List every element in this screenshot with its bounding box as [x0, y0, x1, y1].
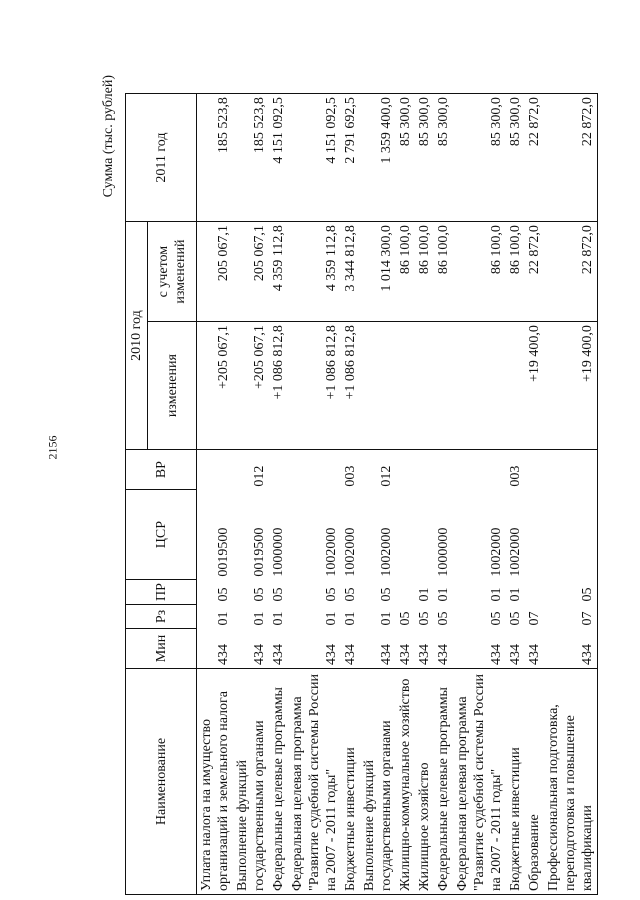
row-rz: 01 — [252, 611, 267, 626]
table-row — [269, 94, 288, 895]
row-vr — [415, 450, 434, 490]
row-pr: 05 — [379, 587, 394, 602]
row-rz: 05 — [398, 611, 413, 626]
row-changes: +1 086 812,8 — [288, 322, 341, 450]
page-number: 2156 — [45, 435, 60, 460]
row-min: 434 — [544, 629, 598, 669]
row-with-changes: 205 067,1 — [197, 222, 234, 322]
row-pr — [396, 580, 415, 605]
row-2011: 185 523,8 — [233, 94, 269, 222]
header-year-2010: 2010 год — [126, 222, 148, 450]
row-csr: 1002000 — [379, 527, 394, 577]
header-csr: ЦСР — [126, 490, 197, 580]
row-csr: 1000000 — [436, 527, 451, 577]
header-with-changes: с учетом изменений — [148, 222, 197, 322]
row-min: 434 — [379, 644, 394, 665]
rotated-table-page — [77, 75, 597, 895]
row-name: Федеральные целевые программы — [434, 669, 453, 895]
row-2011: 4 151 092,5 — [288, 94, 341, 222]
row-pr: 05 — [324, 587, 339, 602]
row-vr: 012 — [252, 465, 267, 487]
row-csr: 0019500 — [252, 527, 267, 577]
row-changes: +205 067,1 — [233, 322, 269, 450]
row-name: Федеральные целевые программы — [269, 669, 288, 895]
row-min: 434 — [252, 644, 267, 665]
row-name: Выполнение функций государственными органами — [360, 669, 396, 895]
row-csr: 0019500 — [216, 527, 231, 577]
row-min: 434 — [271, 644, 286, 665]
row-min: 434 — [216, 644, 231, 665]
row-min: 434 — [527, 644, 542, 665]
row-2011: 185 523,8 — [197, 94, 234, 222]
row-pr: 01 — [417, 587, 432, 602]
row-csr — [544, 490, 598, 580]
row-pr: 05 — [544, 580, 598, 605]
row-with-changes: 205 067,1 — [233, 222, 269, 322]
row-2011: 85 300,0 — [506, 94, 525, 222]
table-body — [197, 94, 598, 895]
row-changes: +19 400,0 — [544, 322, 598, 450]
row-with-changes: 4 359 112,8 — [288, 222, 341, 322]
table-row — [525, 94, 544, 895]
row-csr — [396, 490, 415, 580]
row-2011: 22 872,0 — [525, 94, 544, 222]
row-min: 434 — [489, 644, 504, 665]
row-pr: 05 — [271, 587, 286, 602]
table-row — [415, 94, 434, 895]
header-rz: Рз — [126, 605, 197, 629]
row-pr: 01 — [508, 587, 523, 602]
row-name: Бюджетные инвестиции — [506, 669, 525, 895]
row-rz: 01 — [324, 611, 339, 626]
row-2011: 2 791 692,5 — [341, 94, 360, 222]
row-csr: 1002000 — [324, 527, 339, 577]
row-pr: 05 — [343, 587, 358, 602]
row-name: Бюджетные инвестиции — [341, 669, 360, 895]
row-vr — [434, 450, 453, 490]
row-2011: 22 872,0 — [544, 94, 598, 222]
row-changes: +19 400,0 — [525, 322, 544, 450]
row-min: 434 — [508, 644, 523, 665]
table-row — [341, 94, 360, 895]
row-with-changes: 22 872,0 — [544, 222, 598, 322]
row-vr — [544, 450, 598, 490]
row-changes — [415, 322, 434, 450]
header-vr: ВР — [126, 450, 197, 490]
table-row — [360, 94, 396, 895]
row-rz: 05 — [489, 611, 504, 626]
table-row — [506, 94, 525, 895]
row-2011: 4 151 092,5 — [269, 94, 288, 222]
row-min: 434 — [417, 644, 432, 665]
header-min: Мин — [126, 629, 197, 669]
table-row — [197, 94, 234, 895]
row-with-changes: 4 359 112,8 — [269, 222, 288, 322]
row-rz: 05 — [508, 611, 523, 626]
row-vr — [396, 450, 415, 490]
row-changes: +1 086 812,8 — [269, 322, 288, 450]
row-name: Образование — [525, 669, 544, 895]
row-csr: 1002000 — [343, 527, 358, 577]
row-with-changes: 86 100,0 — [396, 222, 415, 322]
row-name: Жилищно-коммунальное хозяйство — [396, 669, 415, 895]
row-rz: 05 — [436, 611, 451, 626]
row-with-changes: 1 014 300,0 — [360, 222, 396, 322]
row-min: 434 — [343, 644, 358, 665]
row-pr: 05 — [252, 587, 267, 602]
row-min: 434 — [436, 644, 451, 665]
row-changes — [453, 322, 506, 450]
row-csr: 1002000 — [489, 527, 504, 577]
row-rz: 01 — [271, 611, 286, 626]
row-2011: 1 359 400,0 — [360, 94, 396, 222]
row-csr — [525, 490, 544, 580]
row-with-changes: 86 100,0 — [506, 222, 525, 322]
row-csr: 1002000 — [508, 527, 523, 577]
row-changes: +205 067,1 — [197, 322, 234, 450]
header-year-2011: 2011 год — [126, 94, 197, 222]
row-name: Уплата налога на имущество организаций и земельного налога — [197, 669, 234, 895]
row-vr — [288, 450, 341, 490]
row-pr — [525, 580, 544, 605]
budget-table — [125, 93, 598, 895]
row-name: Федеральная целевая программа "Развитие судебной системы России на 2007 - 2011 годы" — [453, 669, 506, 895]
row-changes — [434, 322, 453, 450]
table-row — [233, 94, 269, 895]
row-min: 434 — [324, 644, 339, 665]
row-changes — [396, 322, 415, 450]
row-2011: 85 300,0 — [396, 94, 415, 222]
row-2011: 85 300,0 — [453, 94, 506, 222]
row-csr: 1000000 — [271, 527, 286, 577]
row-with-changes: 3 344 812,8 — [341, 222, 360, 322]
table-row — [434, 94, 453, 895]
table-row — [453, 94, 506, 895]
row-csr — [415, 490, 434, 580]
row-pr: 01 — [436, 587, 451, 602]
row-changes: +1 086 812,8 — [341, 322, 360, 450]
header-pr: ПР — [126, 580, 197, 605]
row-vr: 012 — [379, 465, 394, 487]
row-rz: 05 — [417, 611, 432, 626]
row-with-changes: 86 100,0 — [434, 222, 453, 322]
row-name: Федеральная целевая программа "Развитие судебной системы России на 2007 - 2011 годы" — [288, 669, 341, 895]
row-vr: 003 — [343, 465, 358, 487]
units-label: Сумма (тыс. рублей) — [101, 75, 116, 198]
row-changes — [506, 322, 525, 450]
row-with-changes: 86 100,0 — [415, 222, 434, 322]
row-rz: 01 — [343, 611, 358, 626]
table-row — [288, 94, 341, 895]
row-rz: 01 — [216, 611, 231, 626]
row-pr: 05 — [216, 587, 231, 602]
row-with-changes: 86 100,0 — [453, 222, 506, 322]
row-name: Жилищное хозяйство — [415, 669, 434, 895]
row-vr — [269, 450, 288, 490]
row-vr — [453, 450, 506, 490]
row-with-changes: 22 872,0 — [525, 222, 544, 322]
header-changes: изменения — [148, 322, 197, 450]
row-pr: 01 — [489, 587, 504, 602]
table-row — [396, 94, 415, 895]
row-name: Выполнение функций государственными органами — [233, 669, 269, 895]
row-2011: 85 300,0 — [434, 94, 453, 222]
row-vr — [197, 450, 234, 490]
row-rz: 01 — [379, 611, 394, 626]
row-rz: 07 — [527, 611, 542, 626]
row-name: Профессиональная подготовка, переподготовка и повышение квалификации — [544, 669, 598, 895]
table-row — [544, 94, 598, 895]
row-vr — [525, 450, 544, 490]
row-changes — [360, 322, 396, 450]
row-vr: 003 — [508, 465, 523, 487]
row-2011: 85 300,0 — [415, 94, 434, 222]
header-name: Наименование — [126, 669, 197, 895]
row-min: 434 — [398, 644, 413, 665]
row-rz: 07 — [544, 605, 598, 629]
